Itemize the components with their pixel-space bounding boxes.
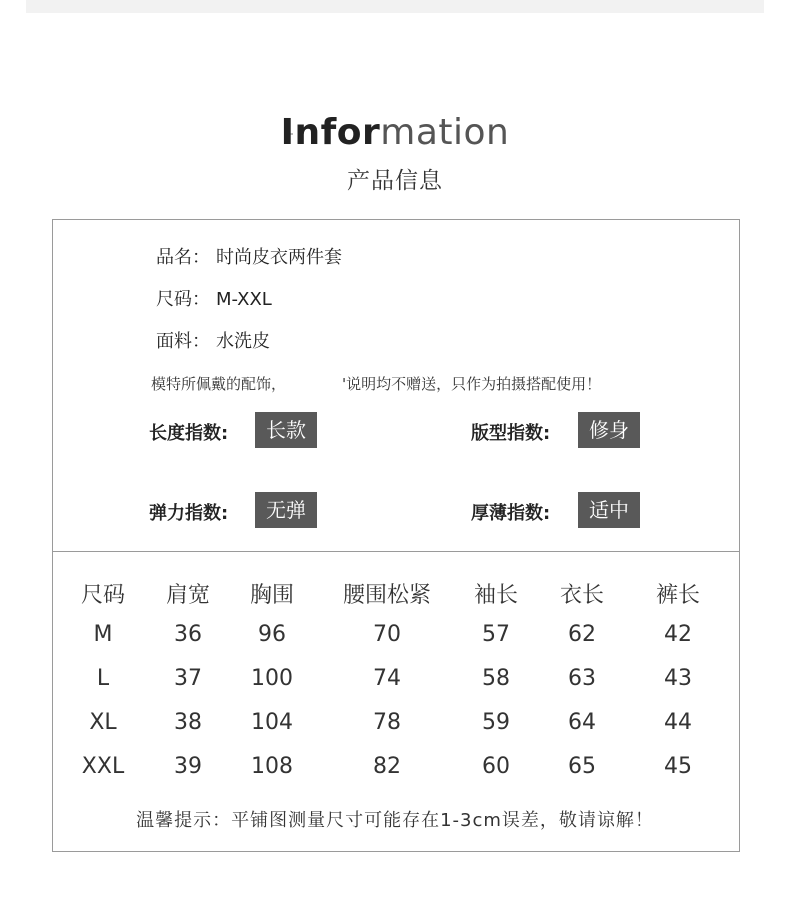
table-cell: 82 (373, 754, 401, 779)
table-cell: 42 (664, 622, 692, 647)
table-cell: 39 (174, 754, 202, 779)
product-name-value: 时尚皮衣两件套 (216, 247, 342, 268)
size-range-label: 尺码： (156, 289, 210, 310)
table-cell: 78 (373, 710, 401, 735)
table-cell: XXL (81, 754, 125, 779)
table-cell: 65 (568, 754, 596, 779)
table-cell: 60 (482, 754, 510, 779)
table-cell: 36 (174, 622, 202, 647)
fit-index-value: 修身 (578, 412, 640, 448)
fabric-label: 面料： (156, 331, 210, 352)
title-english-light: mation (380, 112, 510, 153)
table-cell: 70 (373, 622, 401, 647)
title-english (0, 112, 790, 153)
table-cell: 64 (568, 710, 596, 735)
table-cell: L (96, 666, 110, 691)
accessory-note (151, 373, 601, 394)
table-cell: M (93, 622, 113, 647)
fabric-line (156, 327, 270, 353)
thickness-index-label: 厚薄指数: (471, 503, 551, 524)
fit-index-label: 版型指数: (471, 423, 551, 444)
table-cell: 74 (373, 666, 401, 691)
title-english-bold: Infor (280, 112, 381, 153)
product-name-label: 品名： (156, 247, 210, 268)
size-table-header-chest: 胸围 (249, 583, 294, 608)
table-cell: 58 (482, 666, 510, 691)
size-table-header-sleeve: 袖长 (473, 583, 518, 608)
table-cell: 108 (251, 754, 293, 779)
table-cell: 63 (568, 666, 596, 691)
table-cell: 62 (568, 622, 596, 647)
accessory-note-right: '说明均不赠送，只作为拍摄搭配使用！ (342, 375, 602, 393)
table-cell: 43 (664, 666, 692, 691)
table-cell: 38 (174, 710, 202, 735)
table-cell: 57 (482, 622, 510, 647)
size-table-header-size: 尺码 (80, 583, 125, 608)
length-index-value: 长款 (255, 412, 317, 448)
table-cell: 100 (251, 666, 293, 691)
table-cell: 37 (174, 666, 202, 691)
length-index-label: 长度指数: (149, 423, 229, 444)
accessory-note-left: 模特所佩戴的配饰， (151, 375, 287, 393)
elasticity-index-label: 弹力指数: (149, 503, 229, 524)
thickness-index-value: 适中 (578, 492, 640, 528)
product-name-line (156, 243, 342, 269)
table-cell: 59 (482, 710, 510, 735)
fabric-value: 水洗皮 (216, 331, 270, 352)
table-cell: 104 (251, 710, 293, 735)
size-table-header-waist: 腰围松紧 (342, 583, 431, 608)
table-cell: 45 (664, 754, 692, 779)
top-bar (26, 0, 764, 13)
size-range-line (156, 285, 272, 311)
size-table-header-length: 衣长 (559, 583, 604, 608)
size-range-value: M-XXL (216, 289, 272, 310)
size-table-header-shoulder: 肩宽 (165, 583, 210, 608)
table-cell: 44 (664, 710, 692, 735)
table-cell: 96 (258, 622, 286, 647)
measurement-tip: 温馨提示：平铺图测量尺寸可能存在1-3cm误差，敬请谅解！ (136, 810, 654, 831)
elasticity-index-value: 无弹 (255, 492, 317, 528)
table-cell: XL (89, 710, 117, 735)
size-table-header-pants: 裤长 (655, 583, 700, 608)
title-chinese: 产品信息 (347, 168, 443, 194)
